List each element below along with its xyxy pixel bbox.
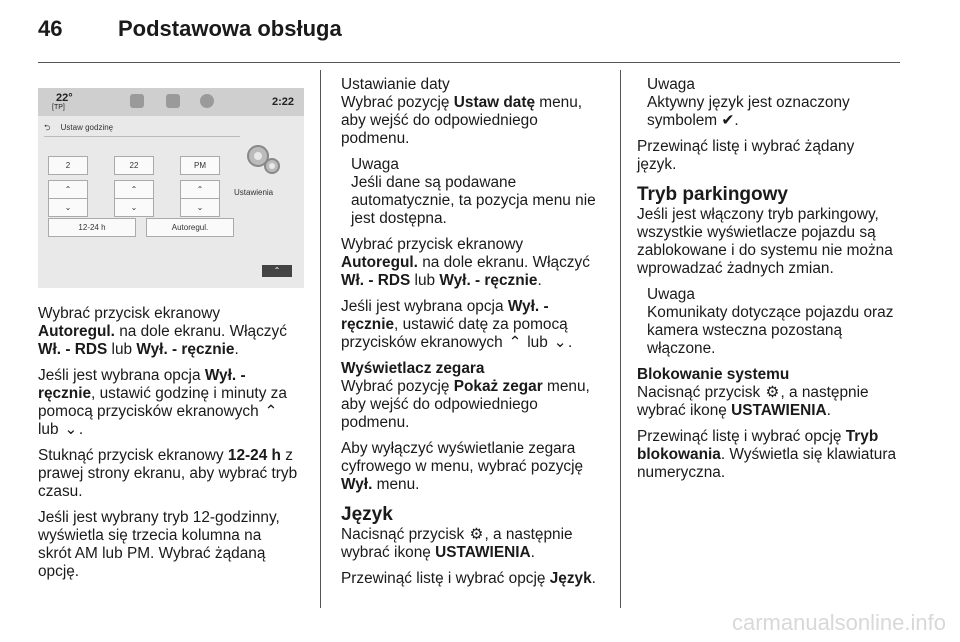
text: Jeśli jest wybrany tryb 12-godzinny, (38, 509, 280, 526)
text: Nacisnąć przycisk (341, 526, 465, 543)
text: wyświetla się trzecia kolumna na (38, 527, 262, 544)
text: lub (38, 421, 59, 438)
chevron-up-icon: ⌃ (264, 403, 278, 420)
hour-up-button: ⌃ (48, 180, 88, 199)
text: przycisków ekranowych (341, 334, 503, 351)
bold-text: Wył. - ręcznie (136, 341, 235, 358)
paragraph (637, 384, 909, 420)
ampm-up-button: ⌃ (180, 180, 220, 199)
section-heading: Wyświetlacz zegara (341, 360, 485, 377)
column-3 (637, 76, 909, 490)
paragraph (637, 138, 909, 174)
collapse-up-button: ⌃ (262, 265, 292, 277)
page-title: Podstawowa obsługa (118, 16, 342, 41)
text: Jeśli jest włączony tryb parkingowy, (637, 206, 879, 223)
bold-text: Wł. - RDS (341, 272, 411, 289)
text: kamera wsteczna pozostaną (647, 322, 843, 339)
text: Jeśli jest wybrana opcja (341, 298, 508, 315)
text: zablokowane i do systemu nie można (637, 242, 893, 259)
text: , a następnie (780, 384, 869, 401)
chevron-down-icon: ⌄ (64, 421, 78, 438)
text: skrót AM lub PM. Wybrać żądaną (38, 545, 266, 562)
screen-tp: [TP] (52, 104, 65, 111)
paragraph (637, 206, 909, 278)
text: prawej strony ekranu, aby wybrać tryb (38, 465, 298, 482)
bold-text: Wył. - (507, 298, 549, 315)
text: podmenu. (341, 414, 410, 431)
screen-time: 2:22 (271, 96, 294, 108)
text: cyfrowego w menu, wybrać pozycję (341, 458, 584, 475)
paragraph (341, 526, 613, 562)
text: język. (637, 156, 677, 173)
text: . (734, 112, 739, 129)
settings-icon: ⚙ (469, 526, 484, 543)
paragraph (341, 76, 613, 148)
bold-text: ręcznie (341, 316, 395, 333)
ampm-down-button: ⌄ (180, 198, 220, 217)
text: wybrać ikonę (637, 402, 732, 419)
paragraph (341, 440, 613, 494)
paragraph (341, 570, 613, 588)
settings-icon: ⚙ (765, 384, 780, 401)
bold-text: Wył. - ręcznie (439, 272, 538, 289)
text: czasu. (38, 483, 83, 500)
text: menu, (542, 378, 590, 395)
screen-temperature: 22° (56, 92, 73, 104)
note-box (647, 76, 909, 130)
text: na dole ekranu. Włączyć (417, 254, 590, 271)
bold-text: Ustaw datę (453, 94, 536, 111)
chevron-down-icon: ⌄ (553, 334, 567, 351)
column-1 (38, 305, 310, 589)
text: opcję. (38, 563, 80, 580)
text: Jeśli dane są podawane (351, 174, 517, 191)
text: . (234, 341, 239, 358)
text: podmenu. (341, 130, 410, 147)
section-heading: Ustawianie daty (341, 76, 450, 93)
text: symbolem (647, 112, 718, 129)
settings-label: Ustawienia (234, 188, 274, 197)
paragraph: Jeśli jest wybrana opcja Wył. - ręcznie, ustawić godzinę i minuty za pomocą przycisków ekranowych ⌃ lub ⌄ . (38, 367, 287, 438)
text: Nacisnąć przycisk (637, 384, 761, 401)
bold-text: Wył. (341, 476, 373, 493)
column-divider-2 (620, 70, 621, 608)
hour-value: 2 (48, 156, 88, 175)
section-heading: Blokowanie systemu (637, 366, 790, 383)
phone-icon (166, 94, 180, 108)
text: Jeśli jest wybrana opcja (38, 367, 205, 384)
minute-down-button: ⌄ (114, 198, 154, 217)
text: Przewinąć listę i wybrać opcję (637, 428, 846, 445)
bold-text: Pokaż zegar (453, 378, 543, 395)
text: Wybrać pozycję (341, 94, 454, 111)
text: włączone. (647, 340, 716, 357)
text: wprowadzać żadnych zmian. (637, 260, 834, 277)
checkmark-icon: ✔ (721, 112, 735, 129)
text: na dole ekranu. Włączyć (114, 323, 287, 340)
auto-sync-button: Autoregul. (146, 218, 234, 237)
back-icon: ⮌ (44, 123, 51, 132)
bold-text: Wł. - RDS (38, 341, 108, 358)
bold-text: 12-24 h (227, 447, 281, 464)
paragraph (38, 305, 310, 359)
minute-up-button: ⌃ (114, 180, 154, 199)
paragraph (637, 428, 909, 482)
ampm-value: PM (180, 156, 220, 175)
chevron-up-icon: ⌃ (508, 334, 522, 351)
bold-text: USTAWIENIA (731, 402, 827, 419)
hour-down-button: ⌄ (48, 198, 88, 217)
text: menu, (535, 94, 583, 111)
text: wybrać ikonę (341, 544, 436, 561)
bold-text: blokowania (637, 446, 721, 463)
paragraph (341, 378, 613, 432)
bold-text: USTAWIENIA (435, 544, 531, 561)
section-heading: Tryb parkingowy (637, 184, 788, 205)
clock-settings-screen-image (38, 88, 304, 288)
back-row (44, 122, 240, 137)
section-heading: Język (341, 504, 393, 525)
text: aby wejść do odpowiedniego (341, 396, 538, 413)
settings-gear-icon (242, 138, 282, 178)
text: Aktywny język jest oznaczony (647, 94, 850, 111)
bold-text: Autoregul. (341, 254, 418, 271)
text: Wybrać przycisk ekranowy (341, 236, 524, 253)
bold-text: Tryb (845, 428, 879, 445)
text: Stuknąć przycisk ekranowy (38, 447, 228, 464)
text: . (537, 272, 542, 289)
text: . (530, 544, 535, 561)
text: aby wejść do odpowiedniego (341, 112, 538, 129)
info-icon (200, 94, 214, 108)
back-label: Ustaw godzinę (60, 123, 114, 132)
column-2 (341, 76, 613, 596)
text: automatycznie, ta pozycja menu nie (351, 192, 596, 209)
paragraph (38, 509, 310, 581)
media-icon (130, 94, 144, 108)
text: , ustawić datę za pomocą (394, 316, 568, 333)
mode-12-24-button: 12-24 h (48, 218, 136, 237)
page-number: 46 (38, 16, 63, 41)
text: lub (527, 334, 548, 351)
header-rule (38, 62, 900, 63)
text: Przewinąć listę i wybrać opcję (341, 570, 550, 587)
bold-text: ręcznie (38, 385, 92, 402)
watermark: carmanualsonline.info (731, 610, 946, 635)
text: Aby wyłączyć wyświetlanie zegara (341, 440, 576, 457)
column-divider-1 (320, 70, 321, 608)
bold-text: Autoregul. (38, 323, 115, 340)
text: Przewinąć listę i wybrać żądany (637, 138, 855, 155)
text: lub (410, 272, 440, 289)
text: pomocą przycisków ekranowych (38, 403, 259, 420)
text: lub (107, 341, 137, 358)
note-box (647, 286, 909, 358)
text: , a następnie (484, 526, 573, 543)
paragraph (38, 447, 310, 501)
text: Wybrać pozycję (341, 378, 454, 395)
text: numeryczna. (637, 464, 726, 481)
bold-text: Wył. - (204, 367, 246, 384)
text: menu. (372, 476, 420, 493)
bold-text: Język (549, 570, 592, 587)
note-title: Uwaga (647, 286, 695, 303)
paragraph (341, 236, 613, 290)
text: . (826, 402, 831, 419)
text: Komunikaty dotyczące pojazdu oraz (647, 304, 894, 321)
paragraph: Jeśli jest wybrana opcja Wył. - ręcznie, ustawić datę za pomocą przycisków ekranowych ⌃ lub ⌄ . (341, 298, 573, 351)
note-box (351, 156, 613, 228)
note-title: Uwaga (647, 76, 695, 93)
text: . Wyświetla się klawiatura (720, 446, 897, 463)
minute-value: 22 (114, 156, 154, 175)
text: jest dostępna. (351, 210, 447, 227)
text: Wybrać przycisk ekranowy (38, 305, 221, 322)
text: wszystkie wyświetlacze pojazdu są (637, 224, 876, 241)
text: . (591, 570, 596, 587)
text: z (280, 447, 293, 464)
text: , ustawić godzinę i minuty za (91, 385, 287, 402)
note-title: Uwaga (351, 156, 399, 173)
